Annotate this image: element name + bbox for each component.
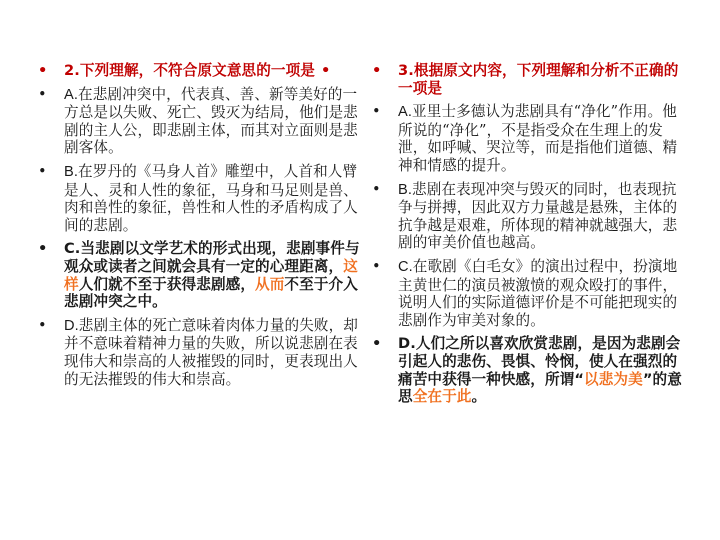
question-2-title-text: 2.下列理解，不符合原文意思的一项是 [64,62,315,79]
option-2b [38,163,360,234]
option-3d [372,335,690,405]
bullet-icon: • [38,62,48,79]
highlight-text: 从而 [255,275,285,293]
option-text: 。 [471,388,487,406]
option-2c [38,240,360,310]
option-text: ”的意思 [398,370,682,406]
option-2d [38,317,360,388]
option-label: B. [398,181,412,198]
question-3-title-text: 3.根据原文内容，下列理解和分析不正确的一项是 [398,62,679,97]
option-text: 人们就不至于获得悲剧感， [78,275,256,293]
option-text: 在歌剧《白毛女》的演出过程中，扮演地主黄世仁的演员被激愤的观众殴打的事件，说明人们的实际道德评价是不可能把现实的悲剧作为审美对象的。 [398,257,678,329]
highlight-text: 全在于此 [412,388,472,406]
bullet-icon: • [372,257,381,275]
highlight-text: 这样 [64,257,358,293]
question-2-title [38,62,360,80]
option-text: 悲剧在表现冲突与毁灭的同时，也表现抗争与拼搏，因此双方力量越是悬殊，主体的抗争越是艰难，所体现的精神就越强大，悲剧的审美价值也越高。 [398,180,678,252]
bullet-icon: • [38,162,47,180]
option-label: C. [398,258,413,275]
option-label: A. [398,104,412,121]
option-text: 不至于介入悲剧冲突之中。 [64,275,358,311]
option-text: 在罗丹的《马身人首》雕塑中，人首和人臂是人、灵和人性的象征，马身和马足则是兽、肉和兽性的象征，兽性和人性的矛盾构成了人间的悲剧。 [64,162,358,234]
option-label: D. [64,317,79,334]
right-column [372,62,690,412]
bullet-icon: • [38,316,47,334]
option-text: 亚里士多德认为悲剧具有“净化”作用。他所说的“净化”，不是指受众在生理上的发泄，如呼喊、哭泣等，而是指他们道德、精神和情感的提升。 [398,103,678,174]
bullet-icon: • [372,335,382,353]
bullet-icon: • [321,62,331,79]
bullet-icon: • [38,240,48,258]
option-text: C.当悲剧以文学艺术的形式出现，悲剧事件与观众或读者之间就会具有一定的心理距离， [64,240,360,275]
highlight-text: 以悲为美 [584,370,643,388]
option-3b [372,181,690,252]
option-label: A. [64,86,78,103]
option-text: D.人们之所以喜欢欣赏悲剧，是因为悲剧会引起人的悲伤、畏惧、怜悯，使人在强烈的痛苦中获得一种快感，所谓“ [398,335,681,388]
left-column [38,62,360,394]
question-2-list [38,62,360,388]
bullet-icon: • [372,103,381,121]
option-3a [372,103,690,174]
bullet-icon: • [372,62,382,79]
option-text: 在悲剧冲突中，代表真、善、新等美好的一方总是以失败、死亡、毁灭为结局，他们是悲剧的主人公，即悲剧主体，而其对立面则是悲剧客体。 [64,85,358,157]
bullet-icon: • [372,180,381,198]
question-3-title [372,62,690,97]
option-text: 悲剧主体的死亡意味着肉体力量的失败，却并不意味着精神力量的失败，所以说悲剧在表现伟大和崇高的人被摧毁的同时，更表现出人的无法摧毁的伟大和崇高。 [64,316,358,388]
question-3-list [372,62,690,406]
option-2a [38,86,360,157]
option-label: B. [64,163,78,180]
option-3c [372,258,690,329]
bullet-icon: • [38,85,47,103]
